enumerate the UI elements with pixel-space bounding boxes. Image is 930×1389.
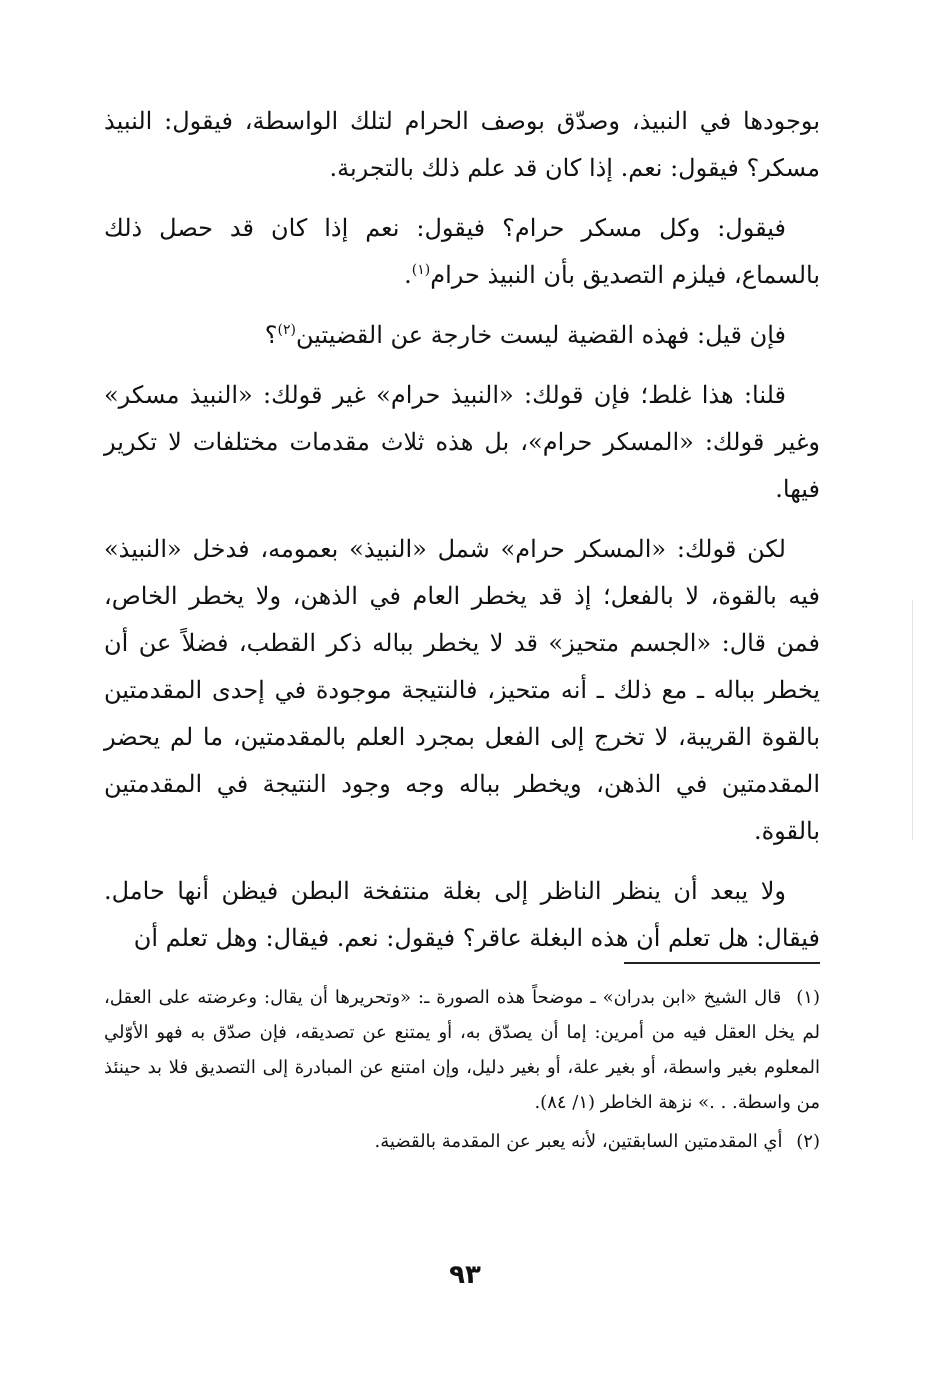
main-text — [104, 98, 820, 962]
paragraph-3-text: فإن قيل: فهذه القضية ليست خارجة عن القضيتين — [295, 321, 786, 349]
paragraph-2-tail: . — [404, 261, 412, 289]
paragraph-5 — [104, 526, 820, 855]
footnotes — [104, 980, 820, 1163]
paragraph-4 — [104, 372, 820, 513]
footnote-2-text: أي المقدمتين السابقتين، لأنه يعبر عن المقدمة بالقضية. — [374, 1131, 783, 1152]
paragraph-1-text: بوجودها في النبيذ، وصدّق بوصف الحرام لتلك الواسطة، فيقول: النبيذ مسكر؟ فيقول: نعم. إذا كان قد علم ذلك بالتجربة. — [104, 107, 820, 182]
footnote-2-number: (٢) — [796, 1131, 820, 1152]
paragraph-4-text: قلنا: هذا غلط؛ فإن قولك: «النبيذ حرام» غير قولك: «النبيذ مسكر» وغير قولك: «المسكر حرام»، بل هذه ثلاث مقدمات مختلفات لا تكرير فيها. — [104, 381, 821, 503]
footnote-ref-1[interactable]: (١) — [411, 262, 431, 278]
footnote-separator — [624, 962, 820, 964]
footnote-1-number: (١) — [796, 987, 820, 1008]
paragraph-2 — [104, 205, 820, 299]
footnote-ref-2[interactable]: (٢) — [277, 322, 296, 338]
paragraph-3 — [104, 312, 820, 359]
paragraph-5-text: لكن قولك: «المسكر حرام» شمل «النبيذ» بعمومه، فدخل «النبيذ» فيه بالقوة، لا بالفعل؛ إذ قد يخطر العام في الذهن، ولا يخطر الخاص، فمن قال: «الجسم متحيز» قد لا يخطر بباله ذكر القطب، فضلاً عن أن يخطر بباله ـ مع ذلك ـ أنه متحيز، فالنتيجة موجودة في إحدى المقدمتين بالقوة القريبة، لا تخرج إلى الفعل بمجرد العلم بالمقدمتين، ما لم يحضر المقدمتين في الذهن، ويخطر بباله وجه وجود النتيجة في المقدمتين بالقوة. — [104, 535, 821, 845]
paragraph-6-text: ولا يبعد أن ينظر الناظر إلى بغلة منتفخة البطن فيظن أنها حامل. فيقال: هل تعلم أن هذه البغلة عاقر؟ فيقول: نعم. فيقال: وهل تعلم أن — [104, 877, 820, 952]
footnote-2 — [104, 1124, 820, 1159]
paragraph-6 — [104, 868, 820, 962]
page-number: ٩٣ — [449, 1260, 481, 1290]
paragraph-2-text: فيقول: وكل مسكر حرام؟ فيقول: نعم إذا كان قد حصل ذلك بالسماع، فيلزم التصديق بأن النبيذ حرام — [104, 214, 820, 289]
paragraph-1 — [104, 98, 820, 192]
paragraph-3-tail: ؟ — [264, 321, 278, 349]
footnote-1 — [104, 980, 820, 1120]
scan-margin-line — [912, 600, 913, 840]
footnote-1-text: قال الشيخ «ابن بدران» ـ موضحاً هذه الصورة ـ: «وتحريرها أن يقال: وعرضته على العقل، لم يخل العقل فيه من أمرين: إما أن يصدّق به، أو يمتنع عن تصديقه، فإن صدّق به فهو الأوّلي المعلوم بغير واسطة، أو بغير علة، أو بغير دليل، وإن امتنع عن المبادرة إلى التصديق فلا بد حينئذ من واسطة. . .» نزهة الخاطر (١/ ٨٤). — [104, 987, 820, 1113]
